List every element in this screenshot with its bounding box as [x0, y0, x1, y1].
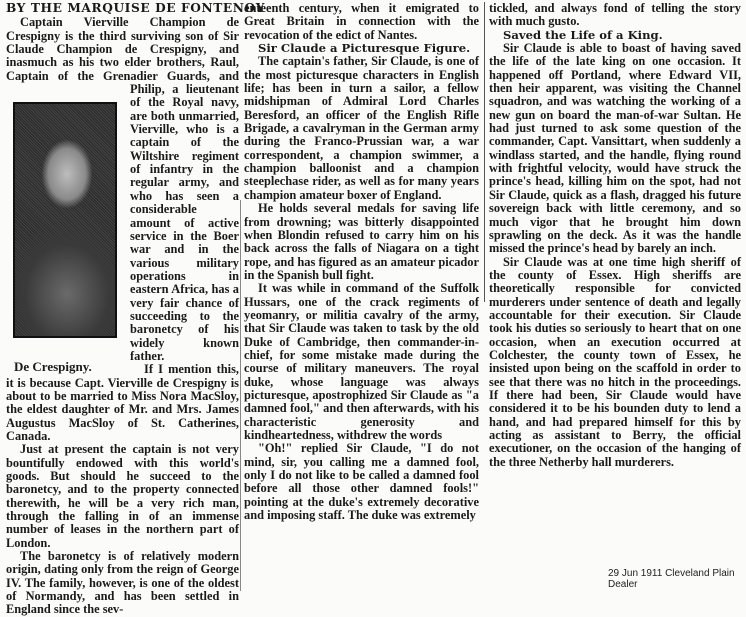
- paragraph: He holds several medals for saving life from drowning; was bitterly disappointed when Blondin refused to carry him on his back across the falls of Niagara on a tight rope, and has figured as an amateur picador in the Spanish bull fight.: [244, 201, 479, 282]
- paragraph: The baronetcy is of relatively modern origin, dating only from the reign of George IV. The family, however, is one of the oldest of Normandy, and has been settled in England since the sev-: [6, 549, 239, 617]
- paragraph: The captain's father, Sir Claude, is one of the most picturesque characters in English life; has been in turn a sailor, a fellow midshipman of Admiral Lord Charles Beresford, an officer of the English Rifle Brigade, a cavalryman in the German army during the Franco-Prussian war, a war correspondent, a champion swimmer, a champion balloonist and a champion steeplechase rider, as well as for many years champion amateur boxer of England.: [244, 54, 479, 202]
- portrait-figure: [6, 102, 124, 373]
- photo-caption: De Crespigny.: [14, 359, 92, 375]
- paragraph: Just at present the captain is not very bountifully endowed with this world's goods. But should he succeed to the baronetcy, and to the property connected therewith, he will be a very rich man, through the falling in of an immense number of leases in the northern part of London.: [6, 442, 239, 550]
- subheading: Sir Claude a Picturesque Figure.: [258, 41, 471, 56]
- byline: BY THE MARQUISE DE FONTENOY: [6, 1, 266, 15]
- paragraph: Sir Claude was at one time high sheriff of the county of Essex. High sheriffs are theoretically responsible for convicted murderers under sentence of death and legally accountable for their execution. Sir Claude took his duties so seriously to heart that on one occasion, when an execution occurred at Colchester, the county town of Essex, he insisted upon being on the scaffold in order to see that there was no hitch in the proceedings. If there had been, Sir Claude would have considered it to be his bounden duty to lend a hand, and had prepared himself for this by acting as assistant to Berry, the official executioner, on the occasion of the hanging of the three Netherby hall murderers.: [489, 254, 741, 469]
- paragraph: It was while in command of the Suffolk Hussars, one of the crack regiments of yeomanry, or militia cavalry of the army, that Sir Claude was taken to task by the old Duke of Cambridge, then commander-in-chief, for some mistake made during the course of military maneuvers. The royal duke, whose language was always picturesque, apostrophized Sir Claude as "a damned fool," and then afterwards, with his characteristic generosity and kindheartedness, withdrew the words: [244, 281, 479, 442]
- paragraph: "Oh!" replied Sir Claude, "I do not mind, sir, you calling me a damned fool, only I do not like to be called a damned fool before all those other damned fools!" pointing at the duke's extremely decorative and imposing staff. The duke was extremely: [244, 441, 479, 523]
- column-1: [6, 1, 266, 617]
- column-3: [484, 1, 741, 469]
- paragraph-continued: enteenth century, when it emigrated to Great Britain in connection with the revocation of the edict of Nantes.: [244, 1, 479, 42]
- paragraph: Captain Vierville Champion de Crespigny is the third surviving son of Sir Claude Champion de Crespigny, and inasmuch as his two elder brothers, Raul, Captain of the Grenadier Guards, and Philip, a lieutenant of the Royal navy, are both unmarried, Vierville, who is a captain of the Wiltshire regiment of infantry in the regular army, and who has seen a considerable amount of active service in the Boer war and in the various military operations in eastern Africa, has a very fair chance of succeeding to the baronetcy of his widely known father.: [6, 15, 239, 363]
- paragraph: If I mention this, it is because Capt. Vierville de Crespigny is about to be married to Miss Nora MacSloy, the eldest daughter of Mr. and Mrs. James Augustus MacSloy of St. Catherines, Canada.: [6, 362, 239, 443]
- paragraph-continued: tickled, and always fond of telling the story with much gusto.: [489, 1, 741, 29]
- column-2: [244, 2, 479, 522]
- column-rule: [240, 200, 241, 591]
- portrait-photo: [13, 102, 117, 338]
- paragraph: Sir Claude is able to boast of having saved the life of the late king on one occasion. It happened off Portland, where Edward VII, then heir apparent, was visiting the Channel squadron, and was watching the working of a new gun on board the man-of-war Sultan. He had just turned to ask some question of the commander, Capt. Vansittart, when suddenly a windlass started, and the handle, flying round with frightful velocity, would have struck the prince's head, killing him on the spot, had not Sir Claude, quick as a flash, dragged his future sovereign back with little ceremony, and so much vigor that he brought him down sprawling on the deck. As it was the handle missed the prince's head by barely an inch.: [489, 41, 741, 256]
- subheading: Saved the Life of a King.: [503, 27, 663, 42]
- source-citation: 29 Jun 1911 Cleveland Plain Dealer: [608, 568, 735, 590]
